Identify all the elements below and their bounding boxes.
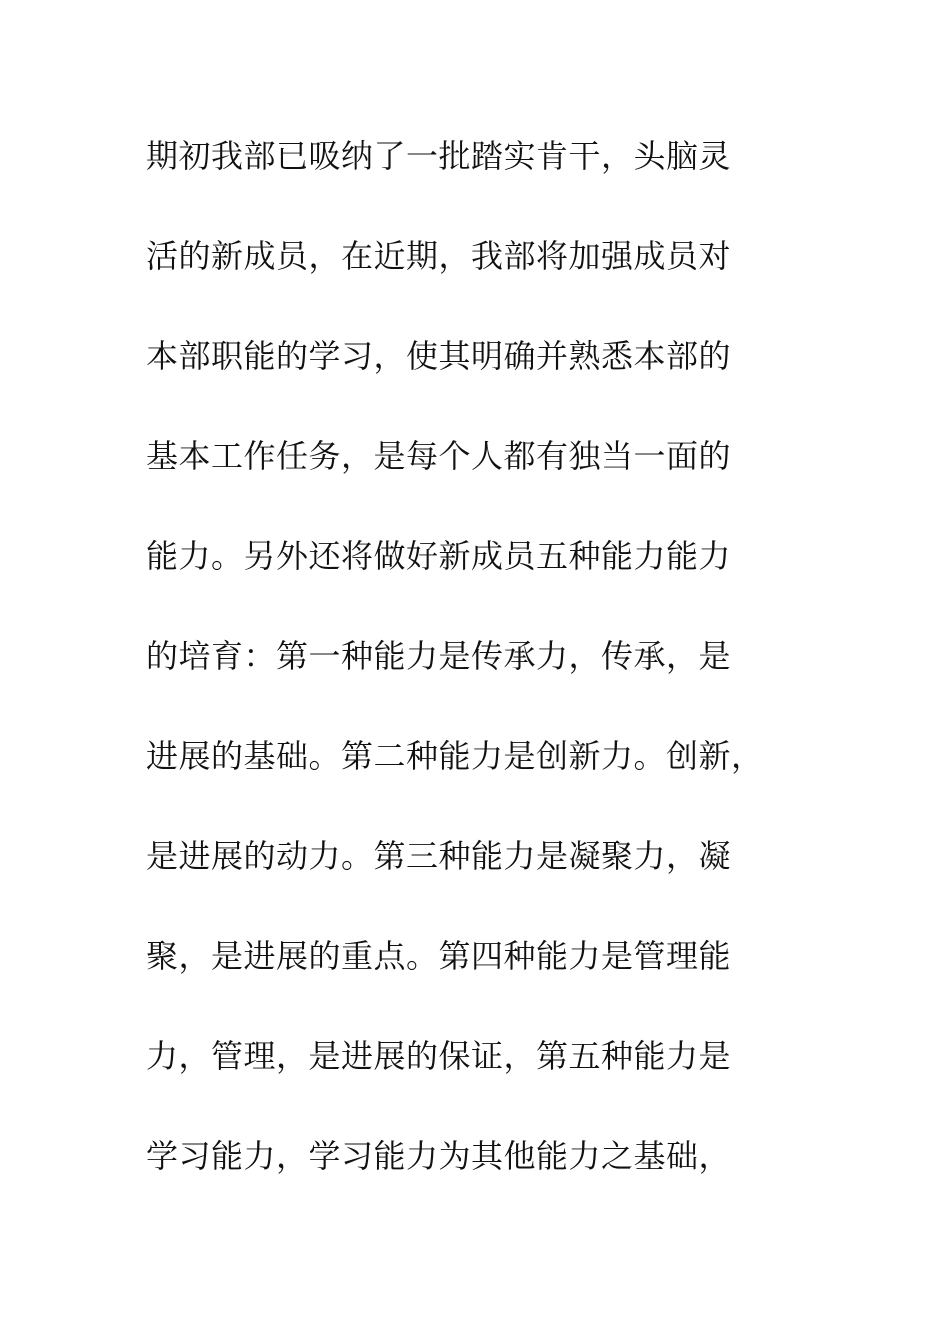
text-line: 学习能力，学习能力为其他能力之基础， [146,1137,732,1175]
text-line: 力，管理，是进展的保证，第五种能力是 [146,1037,732,1075]
text-line: 聚，是进展的重点。第四种能力是管理能 [146,937,732,975]
text-line: 期初我部已吸纳了一批踏实肯干，头脑灵 [146,137,732,175]
text-line: 的培育：第一种能力是传承力，传承，是 [146,637,732,675]
text-line: 能力。另外还将做好新成员五种能力能力 [146,537,732,575]
text-line: 基本工作任务，是每个人都有独当一面的 [146,437,732,475]
text-line: 是进展的动力。第三种能力是凝聚力，凝 [146,837,732,875]
text-line: 进展的基础。第二种能力是创新力。创新， [146,737,764,775]
body-paragraph [146,128,826,1228]
text-line: 活的新成员，在近期，我部将加强成员对 [146,237,732,275]
text-line: 本部职能的学习，使其明确并熟悉本部的 [146,337,732,375]
